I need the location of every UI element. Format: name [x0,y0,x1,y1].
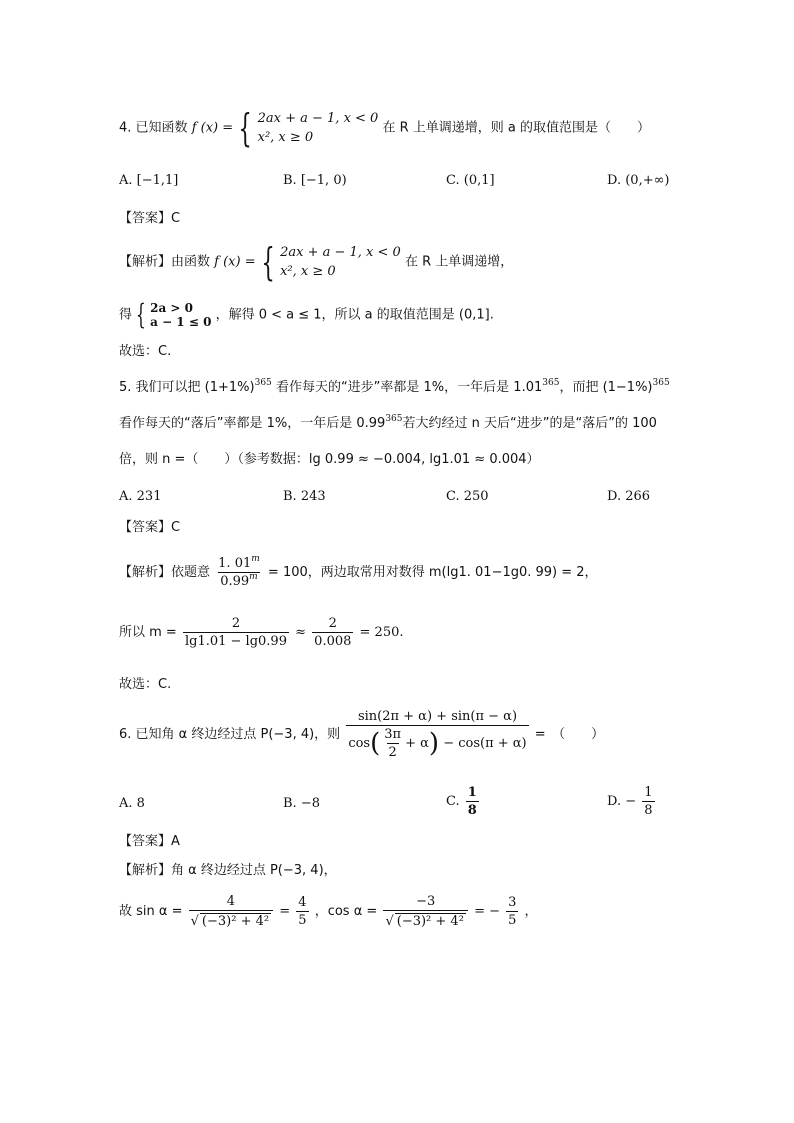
q6-sin-fraction: $\frac{4}{\text{√ (−3)² + 4²}}$ [189,895,273,928]
q6-den-alpha: + α [405,736,429,751]
q6-option-d-num: 1 [644,785,653,800]
q4-analysis-brace: { [261,240,275,284]
q5-line2-a: 看作每天的“落后”率都是 1%，一年后是 0.99 [119,416,386,431]
q5-m-num1: 2 [231,616,241,631]
q6-option-c-fraction [466,786,479,817]
q6-stem [119,710,604,759]
q6-den-cos2: − cos(π + α) [443,736,527,751]
q5-l2-pre: 所以 m = [119,625,177,640]
q4-system-line1: 2a > 0 [150,301,194,315]
q4-answer: 【答案】C [119,211,181,226]
q5-m-den2: 0.008 [314,634,352,649]
q6-cos-num: −3 [416,894,436,909]
q4-stem-pre: 4. 已知函数 [119,120,188,136]
q5-l2-post: = 250. [359,625,404,640]
q6-option-d [607,786,657,817]
q5-approx: ≈ [295,625,307,640]
q6-option-a: A. 8 [119,796,145,811]
q4-analysis [119,240,514,284]
q5-line1-c: ，而把 (1−1%) [559,380,653,395]
q6-analysis-line2 [119,895,538,928]
q5-m-den1: lg1.01 − lg0.99 [184,634,287,649]
q5-m-fraction1 [183,617,289,648]
q6-tail: ， [524,904,538,919]
q4-option-c: C. (0,1] [446,173,495,188]
q4-derive-pre: 得 [119,307,133,323]
q4-analysis-case1: 2ax + a − 1, x < 0 [280,245,401,260]
q4-fx: f (x) = [191,120,234,136]
q6-cos-eq: = − [474,904,500,919]
q6-main-num: sin(2π + α) + sin(π − α) [357,709,518,724]
q5-analysis-line1 [119,554,598,589]
q5-ratio-den: 0.99 [220,574,250,589]
q6-cos-res-num: 3 [508,895,517,910]
q4-analysis-case2: x², x ≥ 0 [280,264,336,279]
q6-answer: 【答案】A [119,834,180,849]
q5-line1-b: 看作每天的“进步”率都是 1%，一年后是 1.01 [275,380,543,395]
q6-option-c-num: 1 [467,785,477,800]
q6-sin-num: 4 [226,894,235,909]
q5-ratio-fraction [216,554,262,589]
q6-cos-fraction: $\frac{-3}{\text{√ (−3)² + 4²}}$ [383,895,467,928]
q6-sin-result [296,896,308,927]
q4-stem [119,106,650,150]
q5-exp4: 365 [385,414,403,424]
q6-cos-result [506,896,518,927]
q5-line1 [119,378,670,395]
q5-answer: 【答案】C [119,520,181,535]
q5-m-num2: 2 [328,616,337,631]
q5-option-d: D. 266 [607,489,651,504]
q6-analysis-line1: 【解析】角 α 终边经过点 P(−3, 4)， [119,863,337,878]
q6-stem-post: = （ ） [534,727,605,742]
q4-brace: { [238,106,253,150]
q5-option-c: C. 250 [446,489,489,504]
q5-analysis-line2 [119,617,404,648]
q4-system [150,302,211,328]
q6-den-inner-num: 3π [384,727,402,742]
q4-analysis-pre: 【解析】由函数 [119,254,211,270]
q6-sin-eq: = [279,904,291,919]
q4-option-b: B. [−1, 0) [283,173,347,188]
q5-ratio-den-exp: m [249,572,258,582]
q6-stem-pre: 6. 已知角 α 终边经过点 P(−3, 4)，则 [119,727,341,742]
q4-system-line2: a − 1 ≤ 0 [150,315,212,329]
q4-analysis-fx: f (x) = [214,254,256,270]
q5-option-a: A. 231 [119,489,162,504]
q5-line2-b: 若大约经过 n 天后“进步”的是“落后”的 100 [402,416,657,431]
q6-sin-res-den: 5 [298,913,307,928]
q6-main-den: cos( $\frac{3\pi}{2}$ + α) − cos(π + α) [348,727,527,760]
q5-exp2: 365 [542,378,560,388]
q5-analysis-pre: 【解析】依题意 [119,565,211,580]
q6-cos-den: (−3)² + 4² [396,914,464,929]
q5-ratio-num-exp: m [251,554,260,564]
q6-option-d-den: 8 [644,803,653,818]
q5-conclusion: 故选：C. [119,677,172,692]
q4-stem-post: 在 R 上单调递增，则 a 的取值范围是（ ） [382,120,650,136]
q6-cos-pre: ，cos α = [314,904,378,919]
q5-option-b: B. 243 [283,489,326,504]
q4-analysis-post: 在 R 上单调递增， [404,254,514,270]
q5-m-fraction2 [312,617,353,648]
q6-sin-den: (−3)² + 4² [201,914,270,929]
q6-option-c-label: C. [446,794,460,809]
q5-ratio-num: 1. 01 [218,556,252,571]
q5-line2 [119,414,657,431]
q6-sin-res-num: 4 [298,895,307,910]
q6-option-c [446,786,481,817]
q4-conclusion: 故选：C. [119,344,172,359]
q4-derive-post: ，解得 0 < a ≤ 1，所以 a 的取值范围是 (0,1]. [215,307,494,323]
q6-option-d-fraction [642,786,654,817]
q6-option-c-den: 8 [467,803,477,818]
q5-line1-a: 5. 我们可以把 (1+1%) [119,380,255,395]
q4-analysis-piecewise [280,246,401,278]
q4-case2: x², x ≥ 0 [257,130,314,145]
q4-piecewise [258,112,379,144]
q5-line3: 倍，则 n =（ ）（参考数据：lg 0.99 ≈ −0.004, lg1.01 ≈ 0.004） [119,452,540,467]
q6-option-d-label: D. − [607,794,637,809]
q6-option-b: B. −8 [283,796,320,811]
q6-den-cos: cos [348,736,371,751]
q6-den-inner-den: 2 [388,745,397,760]
q6-cos-res-den: 5 [508,913,517,928]
q5-analysis-mid: = 100，两边取常用对数得 m(lg1. 01−1g0. 99) = 2， [267,565,598,580]
q4-system-brace: { [136,298,146,331]
q6-den-inner-fraction [382,728,403,759]
q6-sin-pre: 故 sin α = [119,904,183,919]
q6-main-fraction [346,710,528,759]
q5-exp3: 365 [652,378,670,388]
q4-option-d: D. (0,+∞) [607,173,670,188]
q4-case1: 2ax + a − 1, x < 0 [257,111,379,126]
q5-exp1: 365 [254,378,272,388]
q4-derive [119,298,494,331]
q4-option-a: A. [−1,1] [119,173,179,188]
